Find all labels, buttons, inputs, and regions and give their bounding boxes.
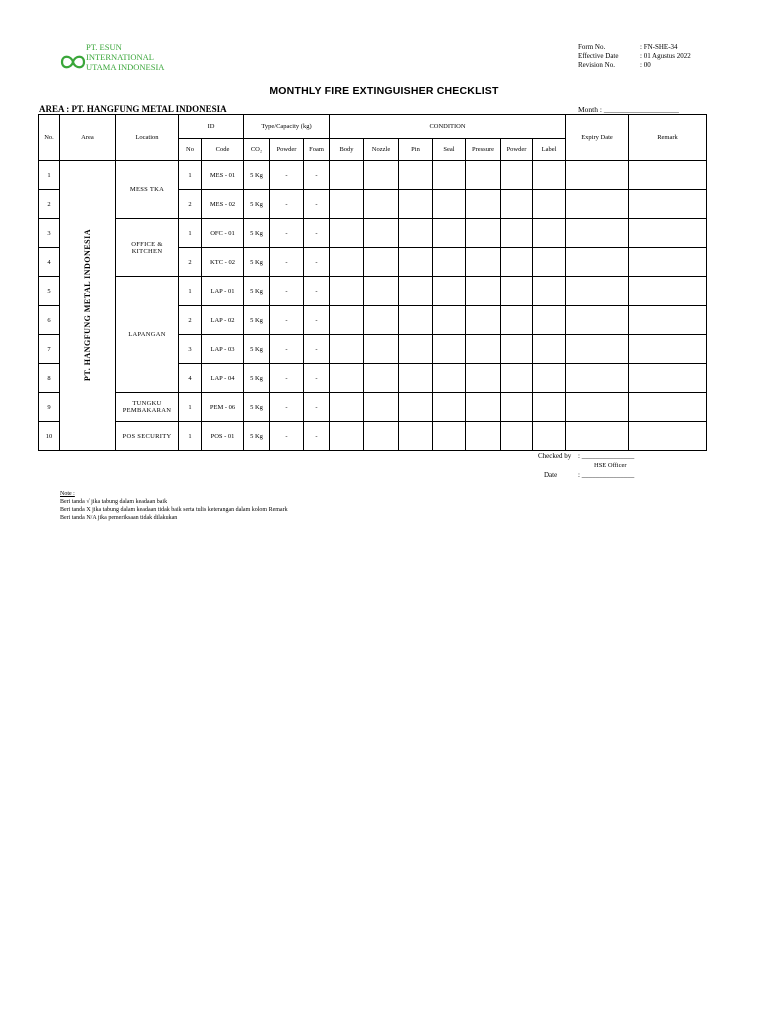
remark-check-cell[interactable] xyxy=(629,190,707,219)
header-id-no: No xyxy=(179,139,202,161)
header-pressure: Pressure xyxy=(466,139,501,161)
powder-check-cell[interactable] xyxy=(501,335,533,364)
expiry-date-check-cell[interactable] xyxy=(566,219,629,248)
foam-cell: - xyxy=(304,335,330,364)
powder-cell: - xyxy=(270,190,304,219)
label-check-cell[interactable] xyxy=(533,393,566,422)
pressure-check-cell[interactable] xyxy=(466,277,501,306)
location-cell: OFFICE & KITCHEN xyxy=(116,219,179,277)
pin-check-cell[interactable] xyxy=(399,190,433,219)
body-check-cell[interactable] xyxy=(330,393,364,422)
pressure-check-cell[interactable] xyxy=(466,190,501,219)
powder-cell: - xyxy=(270,422,304,451)
remark-check-cell[interactable] xyxy=(629,422,707,451)
form-no-value: : FN-SHE-34 xyxy=(640,43,678,51)
id-no-cell: 2 xyxy=(179,248,202,277)
hse-officer-label: HSE Officer xyxy=(594,462,627,469)
header-seal: Seal xyxy=(433,139,466,161)
powder-check-cell[interactable] xyxy=(501,277,533,306)
note-block xyxy=(60,490,288,522)
id-no-cell: 4 xyxy=(179,364,202,393)
checked-by-label: Checked by xyxy=(538,452,572,460)
nozzle-check-cell[interactable] xyxy=(364,364,399,393)
body-check-cell[interactable] xyxy=(330,190,364,219)
checked-by-value: : _______________ xyxy=(578,452,635,460)
co2-cell: 5 Kg xyxy=(244,393,270,422)
note-line: Beri tanda √ jika tabung dalam keadaan baik xyxy=(60,499,168,505)
seal-check-cell[interactable] xyxy=(433,190,466,219)
table-row xyxy=(39,393,707,422)
foam-cell: - xyxy=(304,219,330,248)
powder-cell: - xyxy=(270,306,304,335)
foam-cell: - xyxy=(304,277,330,306)
table-row xyxy=(39,219,707,248)
body-check-cell[interactable] xyxy=(330,248,364,277)
pin-check-cell[interactable] xyxy=(399,306,433,335)
seal-check-cell[interactable] xyxy=(433,393,466,422)
remark-check-cell[interactable] xyxy=(629,364,707,393)
row-no: 9 xyxy=(39,393,60,422)
checklist-body xyxy=(39,161,707,451)
seal-check-cell[interactable] xyxy=(433,306,466,335)
body-check-cell[interactable] xyxy=(330,364,364,393)
body-check-cell[interactable] xyxy=(330,422,364,451)
powder-check-cell[interactable] xyxy=(501,219,533,248)
revision-no-value: : 00 xyxy=(640,61,651,69)
remark-check-cell[interactable] xyxy=(629,161,707,190)
code-cell: OFC - 01 xyxy=(202,219,244,248)
remark-check-cell[interactable] xyxy=(629,393,707,422)
nozzle-check-cell[interactable] xyxy=(364,306,399,335)
powder-check-cell[interactable] xyxy=(501,422,533,451)
pin-check-cell[interactable] xyxy=(399,248,433,277)
pressure-check-cell[interactable] xyxy=(466,335,501,364)
pressure-check-cell[interactable] xyxy=(466,161,501,190)
id-no-cell: 3 xyxy=(179,335,202,364)
co2-cell: 5 Kg xyxy=(244,364,270,393)
label-check-cell[interactable] xyxy=(533,306,566,335)
remark-check-cell[interactable] xyxy=(629,306,707,335)
powder-check-cell[interactable] xyxy=(501,161,533,190)
pin-check-cell[interactable] xyxy=(399,393,433,422)
note-line: Beri tanda X jika tabung dalam keadaan tidak baik serta tulis keterangan dalam kolom Remark xyxy=(60,507,288,513)
co2-cell: 5 Kg xyxy=(244,161,270,190)
label-check-cell[interactable] xyxy=(533,335,566,364)
label-check-cell[interactable] xyxy=(533,277,566,306)
logo-line: UTAMA INDONESIA xyxy=(86,62,165,72)
location-cell: TUNGKU PEMBAKARAN xyxy=(116,393,179,422)
co2-cell: 5 Kg xyxy=(244,306,270,335)
header-pin: Pin xyxy=(399,139,433,161)
location-cell: POS SECURITY xyxy=(116,422,179,451)
nozzle-check-cell[interactable] xyxy=(364,393,399,422)
pin-check-cell[interactable] xyxy=(399,422,433,451)
remark-check-cell[interactable] xyxy=(629,277,707,306)
header-body: Body xyxy=(330,139,364,161)
date-block xyxy=(544,471,634,479)
location-cell: LAPANGAN xyxy=(116,277,179,393)
body-check-cell[interactable] xyxy=(330,219,364,248)
remark-check-cell[interactable] xyxy=(629,219,707,248)
header-no: No. xyxy=(39,115,60,161)
label-check-cell[interactable] xyxy=(533,190,566,219)
pressure-check-cell[interactable] xyxy=(466,306,501,335)
expiry-date-check-cell[interactable] xyxy=(566,335,629,364)
header-id: ID xyxy=(179,115,244,139)
code-cell: LAP - 04 xyxy=(202,364,244,393)
table-row xyxy=(39,161,707,190)
seal-check-cell[interactable] xyxy=(433,364,466,393)
row-no: 6 xyxy=(39,306,60,335)
header-code: Code xyxy=(202,139,244,161)
header-nozzle: Nozzle xyxy=(364,139,399,161)
id-no-cell: 1 xyxy=(179,219,202,248)
label-check-cell[interactable] xyxy=(533,422,566,451)
nozzle-check-cell[interactable] xyxy=(364,190,399,219)
code-cell: PEM - 06 xyxy=(202,393,244,422)
powder-cell: - xyxy=(270,335,304,364)
body-check-cell[interactable] xyxy=(330,306,364,335)
foam-cell: - xyxy=(304,393,330,422)
foam-cell: - xyxy=(304,161,330,190)
header-label: Label xyxy=(533,139,566,161)
expiry-date-check-cell[interactable] xyxy=(566,190,629,219)
code-cell: MES - 02 xyxy=(202,190,244,219)
co2-cell: 5 Kg xyxy=(244,190,270,219)
area-label: AREA : PT. HANGFUNG METAL INDONESIA xyxy=(39,104,227,114)
header-location: Location xyxy=(116,115,179,161)
id-no-cell: 2 xyxy=(179,190,202,219)
label-check-cell[interactable] xyxy=(533,248,566,277)
row-no: 3 xyxy=(39,219,60,248)
nozzle-check-cell[interactable] xyxy=(364,277,399,306)
row-no: 7 xyxy=(39,335,60,364)
powder-cell: - xyxy=(270,364,304,393)
label-check-cell[interactable] xyxy=(533,219,566,248)
header-expiry-date: Expiry Date xyxy=(566,115,629,161)
expiry-date-check-cell[interactable] xyxy=(566,364,629,393)
header-powder: Powder xyxy=(270,139,304,161)
checked-by-block xyxy=(538,452,634,470)
pressure-check-cell[interactable] xyxy=(466,364,501,393)
code-cell: MES - 01 xyxy=(202,161,244,190)
pin-check-cell[interactable] xyxy=(399,277,433,306)
code-cell: KTC - 02 xyxy=(202,248,244,277)
header-co2: CO₂ xyxy=(244,139,270,161)
document-title: MONTHLY FIRE EXTINGUISHER CHECKLIST xyxy=(269,85,499,97)
table-row xyxy=(39,422,707,451)
pin-check-cell[interactable] xyxy=(399,161,433,190)
seal-check-cell[interactable] xyxy=(433,277,466,306)
powder-check-cell[interactable] xyxy=(501,364,533,393)
pin-check-cell[interactable] xyxy=(399,364,433,393)
company-logo xyxy=(60,42,200,82)
row-no: 1 xyxy=(39,161,60,190)
co2-cell: 5 Kg xyxy=(244,277,270,306)
code-cell: POS - 01 xyxy=(202,422,244,451)
row-no: 8 xyxy=(39,364,60,393)
note-heading: Note : xyxy=(60,491,75,497)
expiry-date-check-cell[interactable] xyxy=(566,306,629,335)
revision-no-label: Revision No. xyxy=(578,61,615,69)
foam-cell: - xyxy=(304,248,330,277)
expiry-date-check-cell[interactable] xyxy=(566,277,629,306)
nozzle-check-cell[interactable] xyxy=(364,335,399,364)
code-cell: LAP - 03 xyxy=(202,335,244,364)
table-row xyxy=(39,277,707,306)
form-info-row xyxy=(578,61,691,70)
header-remark: Remark xyxy=(629,115,707,161)
foam-cell: - xyxy=(304,190,330,219)
pressure-check-cell[interactable] xyxy=(466,393,501,422)
nozzle-check-cell[interactable] xyxy=(364,248,399,277)
nozzle-check-cell[interactable] xyxy=(364,422,399,451)
row-no: 4 xyxy=(39,248,60,277)
seal-check-cell[interactable] xyxy=(433,248,466,277)
id-no-cell: 1 xyxy=(179,422,202,451)
form-info-row xyxy=(578,43,691,52)
body-check-cell[interactable] xyxy=(330,161,364,190)
date-value: : _______________ xyxy=(578,471,635,479)
pin-check-cell[interactable] xyxy=(399,335,433,364)
powder-check-cell[interactable] xyxy=(501,306,533,335)
area-cell xyxy=(60,161,116,451)
header-condition: CONDITION xyxy=(330,115,566,139)
expiry-date-check-cell[interactable] xyxy=(566,248,629,277)
expiry-date-check-cell[interactable] xyxy=(566,393,629,422)
logo-line: INTERNATIONAL xyxy=(86,52,154,62)
effective-date-label: Effective Date xyxy=(578,52,619,60)
infinity-leaf-icon xyxy=(60,50,86,74)
id-no-cell: 1 xyxy=(179,277,202,306)
powder-check-cell[interactable] xyxy=(501,190,533,219)
code-cell: LAP - 02 xyxy=(202,306,244,335)
seal-check-cell[interactable] xyxy=(433,161,466,190)
nozzle-check-cell[interactable] xyxy=(364,219,399,248)
date-label: Date xyxy=(544,471,558,479)
seal-check-cell[interactable] xyxy=(433,335,466,364)
powder-cell: - xyxy=(270,161,304,190)
foam-cell: - xyxy=(304,364,330,393)
header-area: Area xyxy=(60,115,116,161)
label-check-cell[interactable] xyxy=(533,364,566,393)
pressure-check-cell[interactable] xyxy=(466,422,501,451)
powder-cell: - xyxy=(270,393,304,422)
expiry-date-check-cell[interactable] xyxy=(566,161,629,190)
foam-cell: - xyxy=(304,422,330,451)
header-condition-powder: Powder xyxy=(501,139,533,161)
form-no-label: Form No. xyxy=(578,43,606,51)
foam-cell: - xyxy=(304,306,330,335)
pressure-check-cell[interactable] xyxy=(466,219,501,248)
id-no-cell: 2 xyxy=(179,306,202,335)
co2-cell: 5 Kg xyxy=(244,335,270,364)
body-check-cell[interactable] xyxy=(330,277,364,306)
powder-check-cell[interactable] xyxy=(501,393,533,422)
powder-cell: - xyxy=(270,277,304,306)
row-no: 2 xyxy=(39,190,60,219)
row-no: 10 xyxy=(39,422,60,451)
expiry-date-check-cell[interactable] xyxy=(566,422,629,451)
co2-cell: 5 Kg xyxy=(244,219,270,248)
label-check-cell[interactable] xyxy=(533,161,566,190)
row-no: 5 xyxy=(39,277,60,306)
nozzle-check-cell[interactable] xyxy=(364,161,399,190)
seal-check-cell[interactable] xyxy=(433,422,466,451)
form-info xyxy=(578,43,691,70)
seal-check-cell[interactable] xyxy=(433,219,466,248)
co2-cell: 5 Kg xyxy=(244,248,270,277)
powder-cell: - xyxy=(270,248,304,277)
month-field: Month : ____________________ xyxy=(578,105,679,114)
location-cell: MESS TKA xyxy=(116,161,179,219)
id-no-cell: 1 xyxy=(179,161,202,190)
remark-check-cell[interactable] xyxy=(629,248,707,277)
area-name: PT. HANGFUNG METAL INDONESIA xyxy=(83,228,92,381)
pin-check-cell[interactable] xyxy=(399,219,433,248)
pressure-check-cell[interactable] xyxy=(466,248,501,277)
checklist-table xyxy=(38,114,707,451)
body-check-cell[interactable] xyxy=(330,335,364,364)
effective-date-value: : 01 Agustus 2022 xyxy=(640,52,691,60)
header-foam: Foam xyxy=(304,139,330,161)
logo-text xyxy=(86,42,164,72)
form-info-row xyxy=(578,52,691,61)
note-line: Beri tanda N/A jika pemeriksaan tidak dilakukan xyxy=(60,515,178,521)
co2-cell: 5 Kg xyxy=(244,422,270,451)
remark-check-cell[interactable] xyxy=(629,335,707,364)
id-no-cell: 1 xyxy=(179,393,202,422)
powder-cell: - xyxy=(270,219,304,248)
powder-check-cell[interactable] xyxy=(501,248,533,277)
logo-line: PT. ESUN xyxy=(86,42,122,52)
code-cell: LAP - 01 xyxy=(202,277,244,306)
header-type-capacity: Type/Capacity (kg) xyxy=(244,115,330,139)
